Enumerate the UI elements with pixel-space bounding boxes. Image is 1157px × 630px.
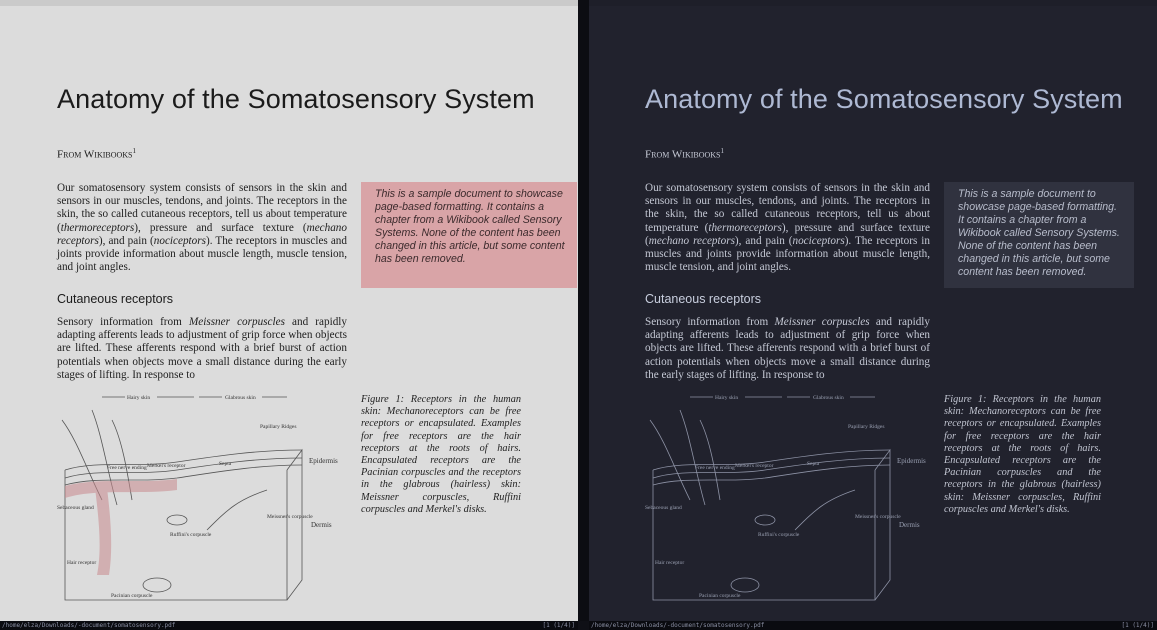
skin-receptors-figure-dark xyxy=(645,390,935,615)
svg-text:Septa: Septa xyxy=(219,461,232,467)
pdf-page-dark[interactable] xyxy=(589,0,1157,621)
file-path: /home/elza/Downloads/-document/somatosensory.pdf xyxy=(2,622,176,629)
section-paragraph: Sensory information from Meissner corpuscles and rapidly adapting afferents leads to adjustment of grip force when objects are lifted. These afferents respond with a brief burst of action potentials when objects move a small distance during the early stages of lifting. In response to xyxy=(57,316,347,381)
svg-text:Septa: Septa xyxy=(807,461,820,467)
svg-text:Pacinian corpuscle: Pacinian corpuscle xyxy=(111,593,153,599)
intro-paragraph-dark: Our somatosensory system consists of sensors in the skin and sensors in our muscles, tendons, and joints. The receptors in the skin, the so called cutaneous receptors, tell us about temperature (thermoreceptors), pressure and surface texture (mechano receptors), and pain (nociceptors). The receptors in muscles and joints provide information about muscle length, muscle tension, and joint angles. xyxy=(645,182,930,274)
svg-text:Merkel's receptor: Merkel's receptor xyxy=(147,463,186,469)
svg-text:Papillary Ridges: Papillary Ridges xyxy=(848,424,885,430)
split-divider[interactable] xyxy=(578,0,589,621)
svg-text:Free nerve ending: Free nerve ending xyxy=(695,465,735,471)
intro-paragraph: Our somatosensory system consists of sensors in the skin and sensors in our muscles, tendons, and joints. The receptors in the skin, the so called cutaneous receptors, tell us about temperature (thermoreceptors), pressure and surface texture (mechano receptors), and pain (nociceptors). The receptors in muscles and joints provide information about muscle length, muscle tension, and joint angles. xyxy=(57,182,347,274)
pdf-page-light[interactable] xyxy=(0,0,578,621)
sample-note-box: This is a sample document to showcase page-based formatting. It contains a chapter from a Wikibook called Sensory Systems. None of the content has been changed in this article, but some content has been removed. xyxy=(361,182,577,288)
page-top-edge xyxy=(0,0,578,6)
status-bar-left xyxy=(0,621,578,630)
section-paragraph-dark: Sensory information from Meissner corpuscles and rapidly adapting afferents leads to adjustment of grip force when objects are lifted. These afferents respond with a brief burst of action potentials when objects move a small distance during the early stages of lifting. In response to xyxy=(645,316,930,381)
document-title: Anatomy of the Somatosensory System xyxy=(57,84,535,114)
svg-text:Glabrous skin: Glabrous skin xyxy=(225,395,256,401)
svg-text:Glabrous skin: Glabrous skin xyxy=(813,395,844,401)
svg-text:Pacinian corpuscle: Pacinian corpuscle xyxy=(699,593,741,599)
page-indicator-dark: [1 (1/4)] xyxy=(1121,622,1154,629)
status-bar-right xyxy=(589,621,1157,630)
svg-text:Sebaceous gland: Sebaceous gland xyxy=(645,505,682,511)
svg-text:Merkel's receptor: Merkel's receptor xyxy=(735,463,774,469)
file-path-dark: /home/elza/Downloads/-document/somatosensory.pdf xyxy=(591,622,765,629)
skin-receptors-figure xyxy=(57,390,347,615)
page-indicator: [1 (1/4)] xyxy=(542,622,575,629)
svg-text:Epidermis: Epidermis xyxy=(309,457,338,465)
svg-text:Sebaceous gland: Sebaceous gland xyxy=(57,505,94,511)
svg-text:Meissner's corpuscle: Meissner's corpuscle xyxy=(267,514,313,520)
document-source: From Wikibooks$^1$ xyxy=(57,147,137,161)
document-source-dark: From Wikibooks$^1$ xyxy=(645,147,725,161)
svg-text:Meissner's corpuscle: Meissner's corpuscle xyxy=(855,514,901,520)
svg-text:Ruffini's corpuscle: Ruffini's corpuscle xyxy=(170,532,212,538)
svg-text:Free nerve ending: Free nerve ending xyxy=(107,465,147,471)
section-heading: Cutaneous receptors xyxy=(57,292,174,306)
svg-text:Dermis: Dermis xyxy=(899,521,920,529)
document-title-dark: Anatomy of the Somatosensory System xyxy=(645,84,1123,114)
figure-caption: Figure 1: Receptors in the human skin: Mechanoreceptors can be free receptors or encapsulated. Examples for free receptors are the hair receptors at the roots of hairs. Encapsulated receptors are the Pacinian corpuscles and the receptors in the glabrous (hairless) skin: Meissner corpuscles, Ruffini corpuscles and Merkel's disks. xyxy=(361,394,521,515)
svg-text:Hair receptor: Hair receptor xyxy=(655,560,685,566)
svg-text:Ruffini's corpuscle: Ruffini's corpuscle xyxy=(758,532,800,538)
svg-text:Hairy skin: Hairy skin xyxy=(715,395,739,401)
figure-caption-dark: Figure 1: Receptors in the human skin: Mechanoreceptors can be free receptors or encapsulated. Examples for free receptors are the hair receptors at the roots of hairs. Encapsulated receptors are the Pacinian corpuscles and the receptors in the glabrous (hairless) skin: Meissner corpuscles, Ruffini corpuscles and Merkel's disks. xyxy=(944,394,1101,515)
section-heading-dark: Cutaneous receptors xyxy=(645,292,762,306)
svg-text:Dermis: Dermis xyxy=(311,521,332,529)
page-top-edge-dark xyxy=(589,0,1157,6)
svg-text:Hairy skin: Hairy skin xyxy=(127,395,151,401)
svg-text:Papillary Ridges: Papillary Ridges xyxy=(260,424,297,430)
sample-note-box-dark: This is a sample document to showcase page-based formatting. It contains a chapter from a Wikibook called Sensory Systems. None of the content has been changed in this article, but some content has been removed. xyxy=(944,182,1134,288)
svg-text:Hair receptor: Hair receptor xyxy=(67,560,97,566)
svg-text:Epidermis: Epidermis xyxy=(897,457,926,465)
